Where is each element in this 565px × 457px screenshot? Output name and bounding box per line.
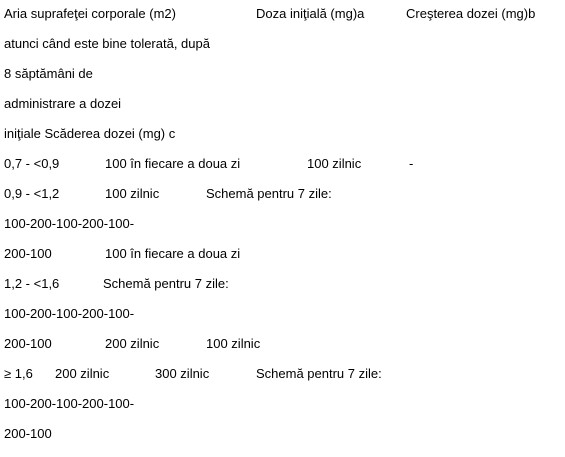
row-2-bsa: 0,9 - <1,2: [4, 186, 60, 201]
row-2-dose-decrease: 100 în fiecare a doua zi: [105, 246, 241, 261]
row-1-bsa: 0,7 - <0,9: [4, 156, 60, 171]
row-3-schedule-part-2: 200-100: [4, 336, 52, 351]
text-line-2: atunci când este bine tolerată, după: [4, 36, 210, 51]
row-4-bsa: ≥ 1,6: [4, 366, 33, 381]
row-2-schedule-part-2: 200-100: [4, 246, 52, 261]
row-3-dose-decrease: 100 zilnic: [206, 336, 261, 351]
row-3-schedule-part-1: 100-200-100-200-100-: [4, 306, 135, 321]
header-initial-dose: Doza iniţială (mg)a: [256, 6, 365, 21]
row-3-bsa: 1,2 - <1,6: [4, 276, 60, 291]
header-dose-decrease: iniţiale Scăderea dozei (mg) c: [4, 126, 176, 141]
row-4-dose-decrease: Schemă pentru 7 zile:: [256, 366, 382, 381]
row-2-dose-increase: Schemă pentru 7 zile:: [206, 186, 332, 201]
row-1-dose-decrease: -: [409, 156, 414, 171]
text-line-4: administrare a dozei: [4, 96, 122, 111]
row-4-schedule-part-2: 200-100: [4, 426, 52, 441]
row-4-dose-increase: 300 zilnic: [155, 366, 210, 381]
row-4-initial-dose: 200 zilnic: [55, 366, 110, 381]
row-4-schedule-part-1: 100-200-100-200-100-: [4, 396, 135, 411]
row-1-dose-increase: 100 zilnic: [307, 156, 362, 171]
row-2-schedule-part-1: 100-200-100-200-100-: [4, 216, 135, 231]
row-3-dose-increase: 200 zilnic: [105, 336, 160, 351]
row-3-initial-dose: Schemă pentru 7 zile:: [103, 276, 229, 291]
text-line-3: 8 săptămâni de: [4, 66, 93, 81]
row-1-initial-dose: 100 în fiecare a doua zi: [105, 156, 241, 171]
row-2-initial-dose: 100 zilnic: [105, 186, 160, 201]
header-dose-increase: Creşterea dozei (mg)b: [406, 6, 536, 21]
header-body-surface-area: Aria suprafeţei corporale (m2): [4, 6, 176, 21]
